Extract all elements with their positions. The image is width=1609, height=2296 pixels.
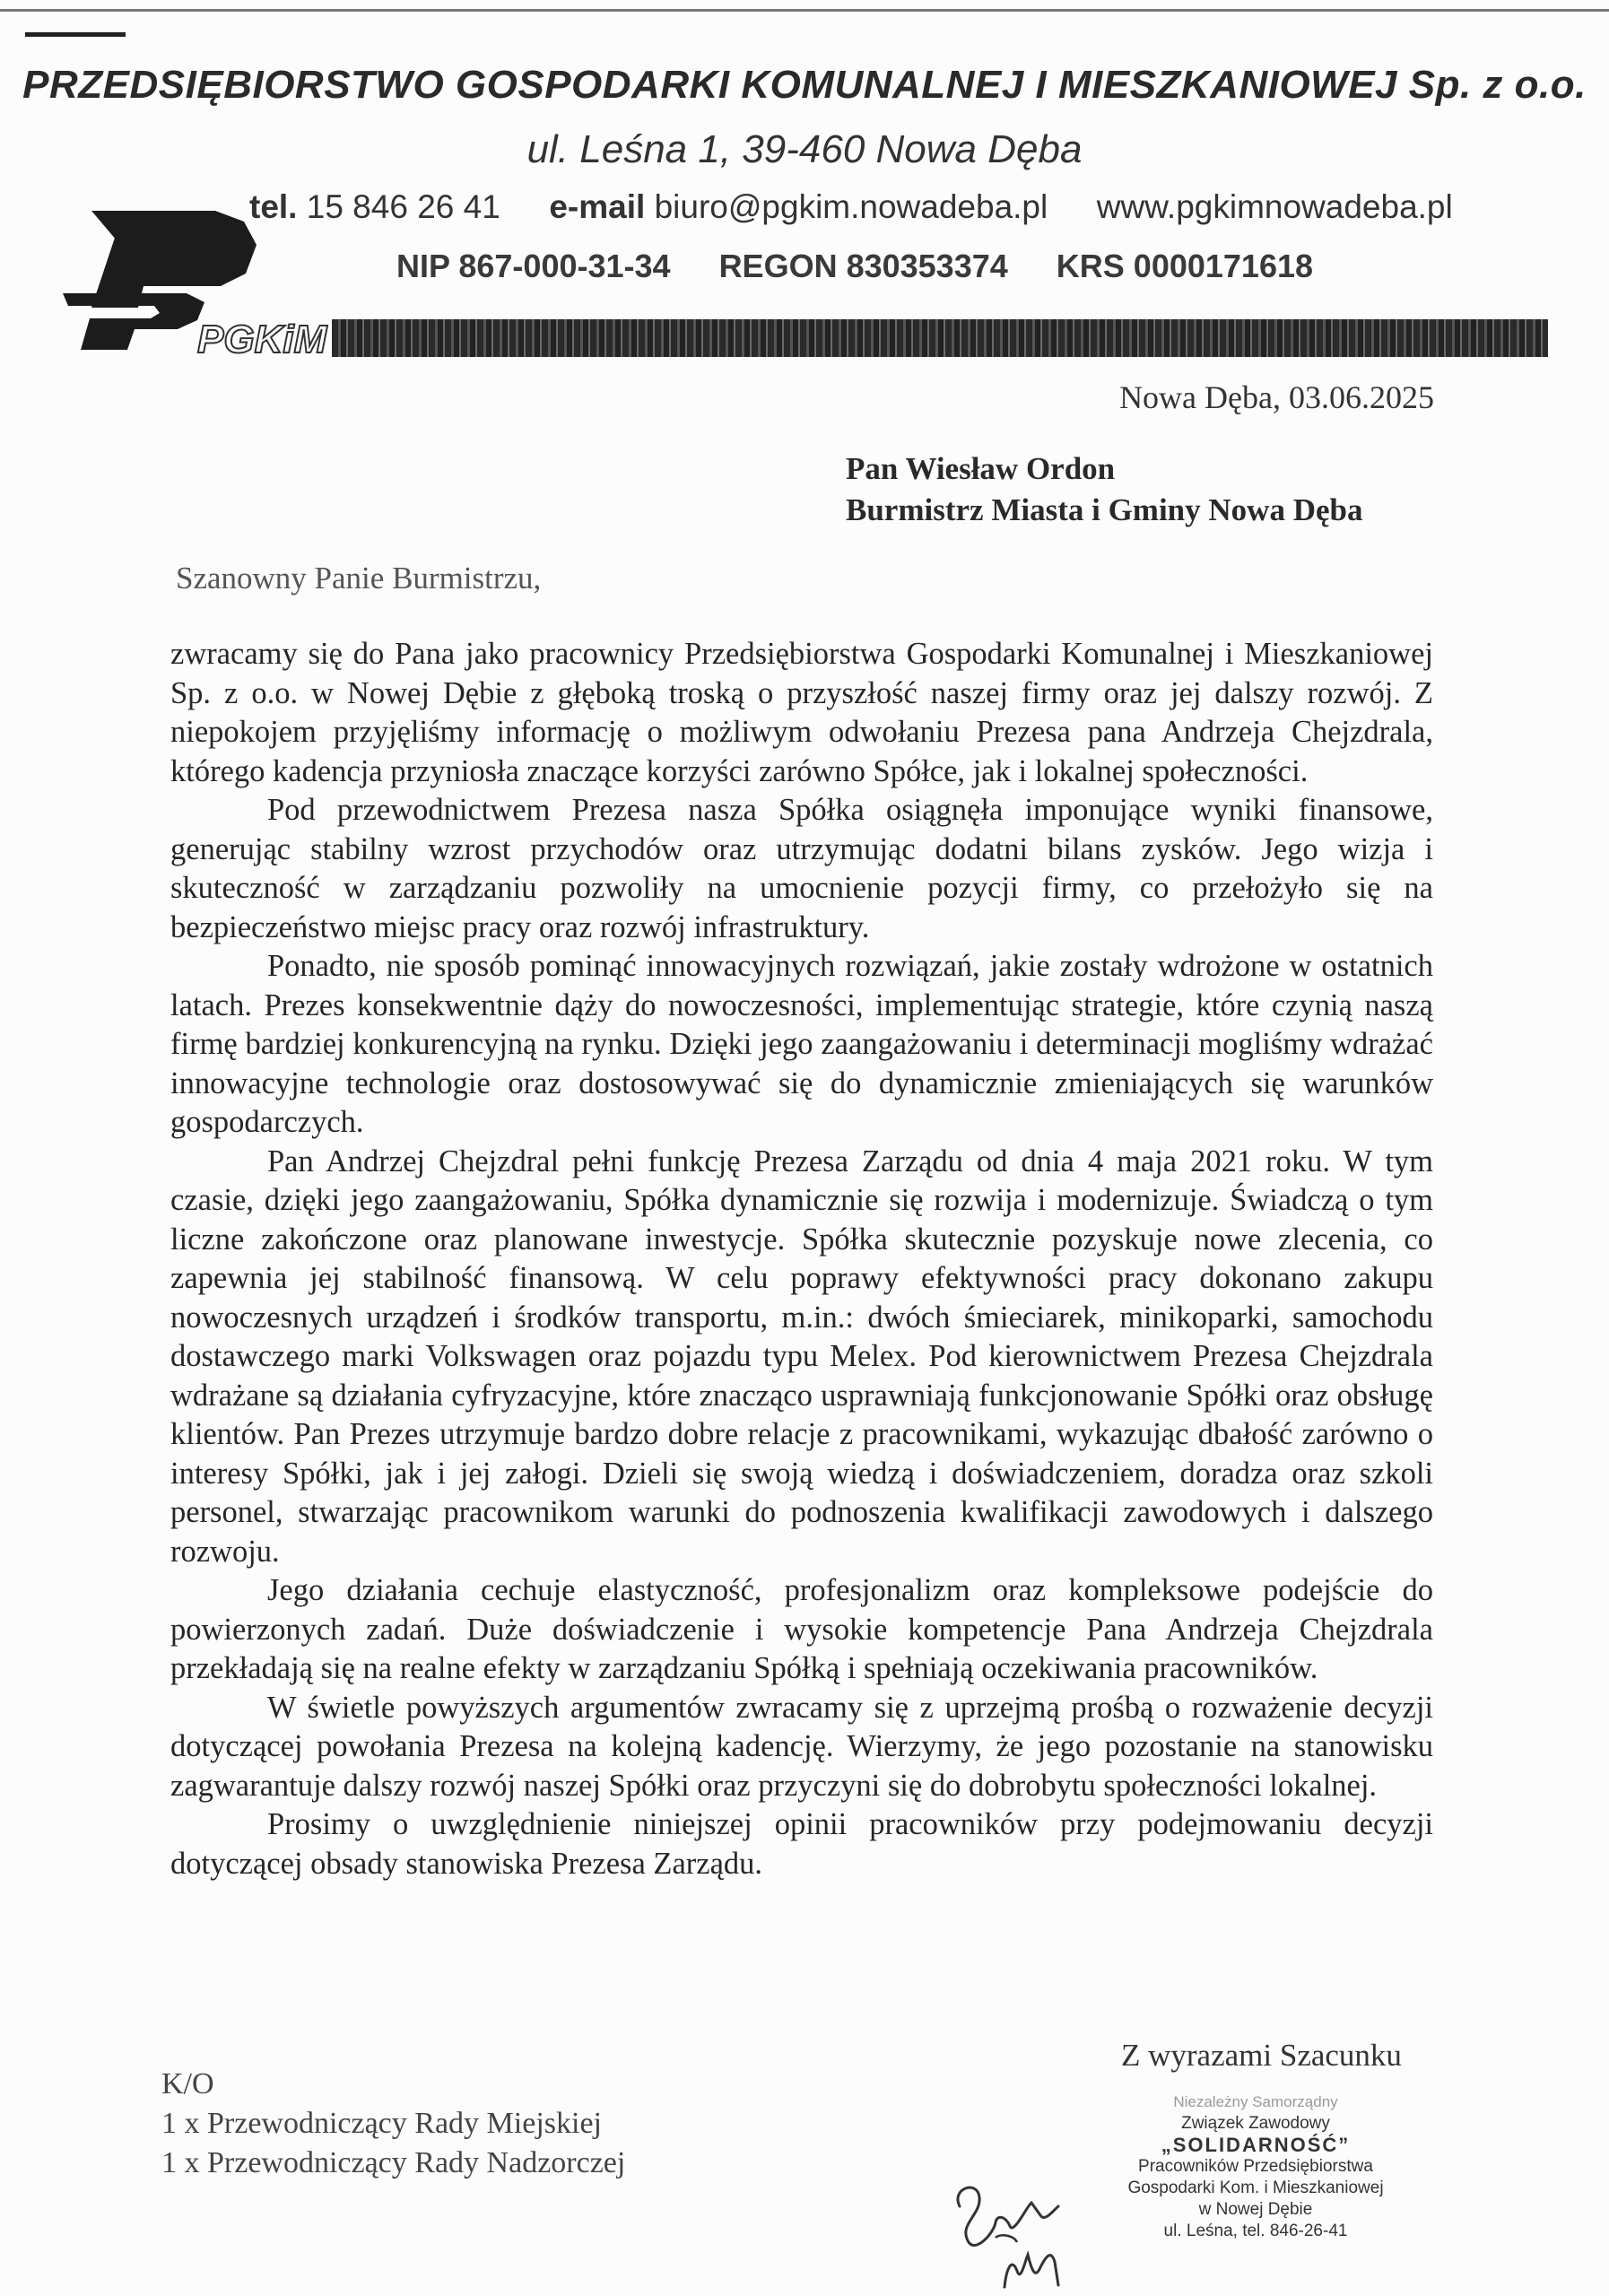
company-name: PRZEDSIĘBIORSTWO GOSPODARKI KOMUNALNEJ I MIESZKANIOWEJ Sp. z o.o. (22, 63, 1587, 107)
closing: Z wyrazami Szacunku (1121, 2038, 1402, 2073)
stamp-line: ul. Leśna, tel. 846-26-41 (1163, 2222, 1348, 2240)
company-address: ul. Leśna 1, 39-460 Nowa Dęba (526, 127, 1083, 171)
top-rule (0, 9, 1609, 12)
recipient-title: Burmistrz Miasta i Gminy Nowa Dęba (846, 492, 1363, 527)
union-stamp (1090, 2092, 1422, 2242)
salutation: Szanowny Panie Burmistrzu, (176, 561, 542, 596)
stamp-line: Niezależny Samorządny (1173, 2093, 1338, 2110)
copies-label: K/O (161, 2067, 214, 2100)
top-mark (25, 32, 126, 37)
letter-body (170, 635, 1433, 1883)
copies-list (161, 2065, 625, 2183)
stamp-line: Gospodarki Kom. i Mieszkaniowej (1127, 2179, 1384, 2197)
recipient-block (846, 448, 1362, 531)
handwritten-signature (942, 2170, 1112, 2296)
copies-item: 1 x Przewodniczący Rady Nadzorczej (161, 2146, 626, 2179)
tel-label: tel. (249, 188, 298, 225)
logo-text: PGKiM (197, 317, 327, 359)
copies-item: 1 x Przewodniczący Rady Miejskiej (161, 2107, 602, 2140)
paragraph: W świetle powyższych argumentów zwracamy się z uprzejmą prośbą o rozważenie decyzji dotyczącej powołania Prezesa na kolejną kadencję. Wierzymy, że jego pozostanie na stanowisku zagwarantuje dalszy rozwój naszej Spółki oraz przyczyni się do dobrobytu społeczności lokalnej. (170, 1690, 1433, 1803)
header-bar (332, 319, 1548, 357)
nip: NIP 867-000-31-34 (396, 248, 671, 284)
stamp-line: Pracowników Przedsiębiorstwa (1138, 2157, 1373, 2176)
stamp-union-name: „SOLIDARNOŚĆ” (1161, 2134, 1351, 2156)
date-line: Nowa Dęba, 03.06.2025 (1119, 379, 1434, 415)
stamp-line: Związek Zawodowy (1181, 2114, 1330, 2133)
regon: REGON 830353374 (718, 248, 1008, 284)
recipient-name: Pan Wiesław Ordon (846, 451, 1116, 486)
stamp-line: w Nowej Dębie (1198, 2200, 1313, 2219)
email-label: e-mail (549, 188, 646, 225)
paragraph: Jego działania cechuje elastyczność, profesjonalizm oraz kompleksowe podejście do powierzonych zadań. Duże doświadczenie i wysokie kompetencje Pana Andrzeja Chejzdrala przekładają się na realne efekty w zarządzaniu Spółką i spełniają oczekiwania pracowników. (170, 1573, 1433, 1685)
email-address: biuro@pgkim.nowadeba.pl (654, 188, 1048, 225)
krs: KRS 0000171618 (1056, 248, 1314, 284)
paragraph: Ponadto, nie sposób pominąć innowacyjnych rozwiązań, jakie zostały wdrożone w ostatnich latach. Prezes konsekwentnie dąży do nowoczesności, implementując strategie, które czynią naszą firmę bardziej konkurencyjną na rynku. Dzięki jego zaangażowaniu i determinacji mogliśmy wdrażać innowacyjne technologie oraz dostosowywać się do dynamicznie zmieniających się warunków gospodarczych. (170, 949, 1433, 1139)
tel-number: 15 846 26 41 (306, 188, 500, 225)
paragraph: Pan Andrzej Chejzdral pełni funkcję Prezesa Zarządu od dnia 4 maja 2021 roku. W tym czasie, dzięki jego zaangażowaniu, Spółka dynamicznie się rozwija i modernizuje. Świadczą o tym liczne zakończone oraz planowane inwestycje. Spółka skutecznie pozyskuje nowe zlecenia, co zapewnia jej stabilność finansową. W celu poprawy efektywności pracy dokonano zakupu nowoczesnych urządzeń i środków transportu, m.in.: dwóch śmieciarek, minikoparki, samochodu dostawczego marki Volkswagen oraz pojazdu typu Melex. Pod kierownictwem Prezesa Chejzdrala wdrażane są działania cyfryzacyjne, które znacząco usprawniają funkcjonowanie Spółki oraz obsługę klientów. Pan Prezes utrzymuje bardzo dobre relacje z pracownikami, wykazując dbałość zarówno o interesy Spółki, jak i jej załogi. Dzieli się swoją wiedzą i doświadczeniem, doradza oraz szkoli personel, stwarzając pracownikom warunki do podnoszenia kwalifikacji zawodowych i dalszego rozwoju. (170, 1144, 1433, 1569)
paragraph: Prosimy o uwzględnienie niniejszej opinii pracowników przy podejmowaniu decyzji dotyczącej obsady stanowiska Prezesa Zarządu. (170, 1807, 1433, 1881)
paragraph: Pod przewodnictwem Prezesa nasza Spółka osiągnęła imponujące wyniki finansowe, generując stabilny wzrost przychodów oraz utrzymując dodatni bilans zysków. Jego wizja i skuteczność w zarządzaniu pozwoliły na umocnienie pozycji firmy, co przełożyło się na bezpieczeństwo miejsc pracy oraz rozwój infrastruktury. (170, 793, 1433, 944)
website: www.pgkimnowadeba.pl (1096, 188, 1453, 225)
paragraph: zwracamy się do Pana jako pracownicy Przedsiębiorstwa Gospodarki Komunalnej i Mieszkaniowej Sp. z o.o. w Nowej Dębie z głęboką troską o przyszłość naszej firmy oraz jej dalszy rozwój. Z niepokojem przyjęliśmy informację o możliwym odwołaniu Prezesa pana Andrzeja Chejzdrala, którego kadencja przyniosła znaczące korzyści zarówno Spółce, jak i lokalnej społeczności. (170, 637, 1433, 788)
